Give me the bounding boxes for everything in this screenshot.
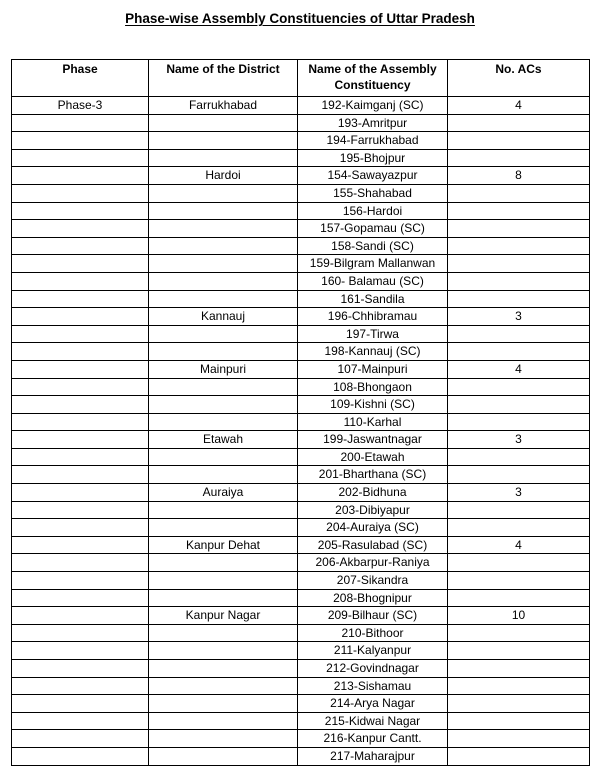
table-row: [12, 712, 590, 730]
cell-num-acs: [448, 325, 590, 343]
table-row: [12, 132, 590, 150]
cell-num-acs: [448, 747, 590, 765]
cell-num-acs: [448, 149, 590, 167]
header-phase: Phase: [12, 60, 149, 97]
table-row: [12, 484, 590, 502]
table-row: [12, 167, 590, 185]
cell-constituency: 207-Sikandra: [298, 572, 448, 590]
cell-district: [149, 448, 298, 466]
table-row: [12, 343, 590, 361]
cell-constituency: 160- Balamau (SC): [298, 272, 448, 290]
cell-num-acs: 4: [448, 360, 590, 378]
cell-phase: [12, 660, 149, 678]
cell-num-acs: [448, 396, 590, 414]
cell-district: [149, 237, 298, 255]
cell-constituency: 217-Maharajpur: [298, 747, 448, 765]
cell-phase: [12, 747, 149, 765]
cell-constituency: 210-Bithoor: [298, 624, 448, 642]
table-row: [12, 589, 590, 607]
cell-phase: [12, 220, 149, 238]
cell-district: [149, 466, 298, 484]
cell-constituency: 159-Bilgram Mallanwan: [298, 255, 448, 273]
table-row: [12, 519, 590, 537]
cell-constituency: 108-Bhongaon: [298, 378, 448, 396]
cell-district: [149, 730, 298, 748]
cell-num-acs: [448, 730, 590, 748]
cell-num-acs: 3: [448, 431, 590, 449]
cell-phase: [12, 431, 149, 449]
table-row: [12, 272, 590, 290]
cell-district: Farrukhabad: [149, 97, 298, 115]
cell-phase: [12, 730, 149, 748]
cell-constituency: 196-Chhibramau: [298, 308, 448, 326]
cell-num-acs: [448, 695, 590, 713]
table-row: [12, 730, 590, 748]
cell-phase: [12, 325, 149, 343]
cell-constituency: 107-Mainpuri: [298, 360, 448, 378]
cell-num-acs: [448, 501, 590, 519]
cell-phase: [12, 484, 149, 502]
cell-constituency: 214-Arya Nagar: [298, 695, 448, 713]
cell-num-acs: 8: [448, 167, 590, 185]
cell-num-acs: [448, 343, 590, 361]
cell-phase: [12, 237, 149, 255]
cell-phase: [12, 378, 149, 396]
table-row: [12, 97, 590, 115]
table-row: [12, 360, 590, 378]
cell-district: [149, 290, 298, 308]
cell-num-acs: 10: [448, 607, 590, 625]
cell-district: [149, 677, 298, 695]
cell-district: [149, 343, 298, 361]
cell-district: [149, 132, 298, 150]
table-row: [12, 290, 590, 308]
cell-phase: [12, 501, 149, 519]
cell-constituency: 205-Rasulabad (SC): [298, 536, 448, 554]
cell-phase: [12, 642, 149, 660]
table-row: [12, 308, 590, 326]
cell-district: [149, 220, 298, 238]
cell-district: [149, 501, 298, 519]
cell-num-acs: [448, 255, 590, 273]
cell-num-acs: [448, 466, 590, 484]
document-title: Phase-wise Assembly Constituencies of Uttar Pradesh: [125, 11, 475, 26]
table-row: [12, 448, 590, 466]
table-header-row: [12, 60, 590, 97]
cell-phase: [12, 167, 149, 185]
cell-num-acs: [448, 554, 590, 572]
cell-constituency: 213-Sishamau: [298, 677, 448, 695]
cell-num-acs: [448, 519, 590, 537]
cell-num-acs: 4: [448, 97, 590, 115]
cell-num-acs: [448, 132, 590, 150]
cell-constituency: 157-Gopamau (SC): [298, 220, 448, 238]
cell-num-acs: 3: [448, 484, 590, 502]
cell-district: [149, 378, 298, 396]
cell-phase: [12, 536, 149, 554]
cell-constituency: 158-Sandi (SC): [298, 237, 448, 255]
cell-district: [149, 149, 298, 167]
cell-district: Hardoi: [149, 167, 298, 185]
table-row: [12, 202, 590, 220]
cell-num-acs: [448, 660, 590, 678]
cell-phase: [12, 149, 149, 167]
table-body: [12, 97, 590, 766]
table-row: [12, 255, 590, 273]
cell-constituency: 216-Kanpur Cantt.: [298, 730, 448, 748]
cell-phase: [12, 677, 149, 695]
cell-phase: [12, 607, 149, 625]
cell-phase: [12, 272, 149, 290]
cell-constituency: 155-Shahabad: [298, 184, 448, 202]
cell-num-acs: [448, 624, 590, 642]
cell-district: Mainpuri: [149, 360, 298, 378]
cell-phase: [12, 290, 149, 308]
cell-num-acs: [448, 184, 590, 202]
cell-district: [149, 325, 298, 343]
table-row: [12, 431, 590, 449]
cell-phase: [12, 589, 149, 607]
cell-district: [149, 642, 298, 660]
cell-constituency: 110-Karhal: [298, 413, 448, 431]
cell-constituency: 192-Kaimganj (SC): [298, 97, 448, 115]
cell-district: [149, 572, 298, 590]
cell-constituency: 199-Jaswantnagar: [298, 431, 448, 449]
table-row: [12, 677, 590, 695]
cell-num-acs: [448, 272, 590, 290]
cell-district: [149, 712, 298, 730]
cell-district: Kanpur Dehat: [149, 536, 298, 554]
cell-district: [149, 413, 298, 431]
cell-district: [149, 554, 298, 572]
cell-phase: [12, 396, 149, 414]
cell-district: [149, 202, 298, 220]
cell-district: Kanpur Nagar: [149, 607, 298, 625]
table-row: [12, 660, 590, 678]
table-row: [12, 501, 590, 519]
table-row: [12, 114, 590, 132]
cell-constituency: 195-Bhojpur: [298, 149, 448, 167]
cell-phase: [12, 184, 149, 202]
table-row: [12, 184, 590, 202]
cell-constituency: 202-Bidhuna: [298, 484, 448, 502]
cell-phase: [12, 413, 149, 431]
cell-num-acs: [448, 642, 590, 660]
cell-phase: [12, 114, 149, 132]
table-row: [12, 572, 590, 590]
cell-phase: [12, 572, 149, 590]
table-row: [12, 396, 590, 414]
cell-district: [149, 272, 298, 290]
cell-phase: [12, 695, 149, 713]
cell-district: [149, 396, 298, 414]
cell-phase: [12, 132, 149, 150]
cell-constituency: 109-Kishni (SC): [298, 396, 448, 414]
cell-num-acs: [448, 712, 590, 730]
constituency-table: [11, 59, 590, 766]
table-row: [12, 237, 590, 255]
cell-num-acs: [448, 290, 590, 308]
cell-district: Etawah: [149, 431, 298, 449]
cell-district: [149, 519, 298, 537]
cell-district: Auraiya: [149, 484, 298, 502]
cell-num-acs: [448, 572, 590, 590]
cell-phase: [12, 448, 149, 466]
cell-phase: Phase-3: [12, 97, 149, 115]
cell-district: [149, 624, 298, 642]
cell-phase: [12, 466, 149, 484]
cell-phase: [12, 519, 149, 537]
table-row: [12, 624, 590, 642]
cell-constituency: 193-Amritpur: [298, 114, 448, 132]
cell-constituency: 200-Etawah: [298, 448, 448, 466]
cell-district: [149, 589, 298, 607]
cell-phase: [12, 308, 149, 326]
table-row: [12, 747, 590, 765]
cell-constituency: 211-Kalyanpur: [298, 642, 448, 660]
cell-phase: [12, 624, 149, 642]
cell-constituency: 198-Kannauj (SC): [298, 343, 448, 361]
cell-constituency: 156-Hardoi: [298, 202, 448, 220]
cell-num-acs: 3: [448, 308, 590, 326]
cell-district: Kannauj: [149, 308, 298, 326]
table-row: [12, 695, 590, 713]
cell-num-acs: [448, 378, 590, 396]
table-row: [12, 149, 590, 167]
table-row: [12, 607, 590, 625]
cell-constituency: 203-Dibiyapur: [298, 501, 448, 519]
cell-constituency: 194-Farrukhabad: [298, 132, 448, 150]
cell-constituency: 161-Sandila: [298, 290, 448, 308]
table-row: [12, 536, 590, 554]
cell-constituency: 197-Tirwa: [298, 325, 448, 343]
table-row: [12, 554, 590, 572]
cell-constituency: 154-Sawayazpur: [298, 167, 448, 185]
cell-num-acs: [448, 220, 590, 238]
cell-num-acs: [448, 677, 590, 695]
cell-constituency: 206-Akbarpur-Raniya: [298, 554, 448, 572]
cell-district: [149, 114, 298, 132]
header-num-acs: No. ACs: [448, 60, 590, 97]
cell-district: [149, 695, 298, 713]
cell-phase: [12, 343, 149, 361]
cell-phase: [12, 712, 149, 730]
cell-phase: [12, 202, 149, 220]
header-district: Name of the District: [149, 60, 298, 97]
table-row: [12, 220, 590, 238]
cell-constituency: 215-Kidwai Nagar: [298, 712, 448, 730]
cell-num-acs: [448, 114, 590, 132]
cell-num-acs: [448, 448, 590, 466]
cell-num-acs: [448, 202, 590, 220]
cell-constituency: 201-Bharthana (SC): [298, 466, 448, 484]
cell-district: [149, 184, 298, 202]
cell-constituency: 208-Bhognipur: [298, 589, 448, 607]
cell-district: [149, 255, 298, 273]
cell-phase: [12, 255, 149, 273]
table-row: [12, 642, 590, 660]
cell-num-acs: [448, 413, 590, 431]
table-row: [12, 378, 590, 396]
table-row: [12, 325, 590, 343]
cell-phase: [12, 554, 149, 572]
table-row: [12, 413, 590, 431]
cell-district: [149, 747, 298, 765]
cell-constituency: 209-Bilhaur (SC): [298, 607, 448, 625]
cell-phase: [12, 360, 149, 378]
header-constituency: Name of the Assembly Constituency: [298, 60, 448, 97]
cell-num-acs: 4: [448, 536, 590, 554]
cell-num-acs: [448, 237, 590, 255]
cell-constituency: 204-Auraiya (SC): [298, 519, 448, 537]
cell-constituency: 212-Govindnagar: [298, 660, 448, 678]
table-row: [12, 466, 590, 484]
cell-num-acs: [448, 589, 590, 607]
cell-district: [149, 660, 298, 678]
